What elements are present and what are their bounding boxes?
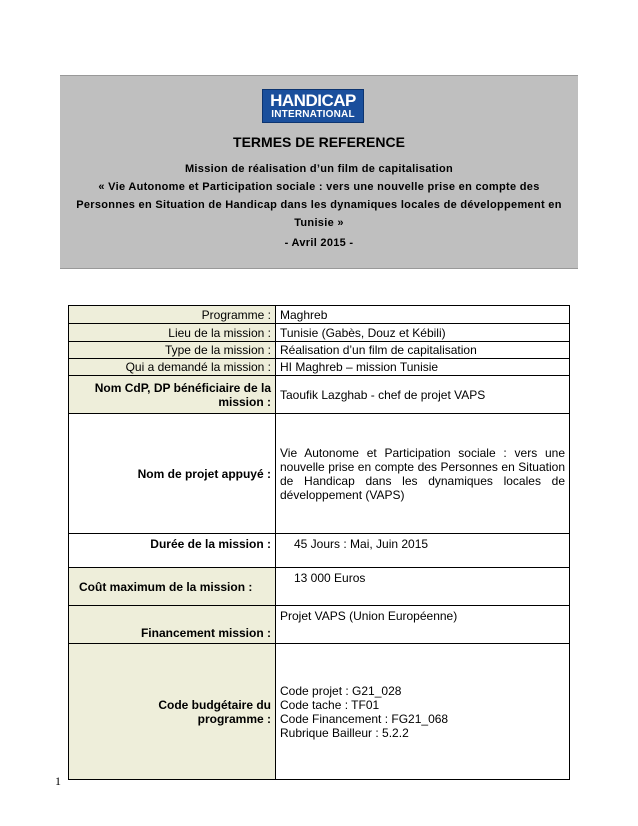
value-type: Réalisation d’un film de capitalisation [276, 342, 570, 359]
table-row [69, 306, 570, 324]
label-nom-cdp-line1: Nom CdP, DP bénéficiaire de la [94, 380, 271, 395]
mission-line-1: Mission de réalisation d’un film de capitalisation [184, 163, 454, 175]
value-duree: 45 Jours : Mai, Juin 2015 [276, 534, 570, 568]
mission-info-table [68, 305, 570, 780]
mission-line-4: Tunisie » [294, 217, 344, 229]
mission-line-3: Personnes en Situation de Handicap dans les dynamiques locales de développement en [76, 199, 562, 211]
label-nom-cdp-line2: mission : [218, 394, 271, 409]
mission-description [60, 160, 578, 232]
table-row [69, 342, 570, 359]
value-projet: Vie Autonome et Participation sociale : vers une nouvelle prise en compte des Personnes en Situation de Handicap dans les dynamiques locales de développement (VAPS) [276, 414, 570, 534]
table-row [69, 414, 570, 534]
value-programme: Maghreb [276, 306, 570, 324]
label-financement: Financement mission : [69, 606, 276, 644]
budget-code-financement: Code Financement : FG21_068 [280, 711, 449, 726]
mission-line-2: « Vie Autonome et Participation sociale : vers une nouvelle prise en compte des [98, 181, 540, 193]
label-budget [69, 644, 276, 780]
value-financement: Projet VAPS (Union Européenne) [276, 606, 570, 644]
label-nom-cdp [69, 376, 276, 414]
value-lieu: Tunisie (Gabès, Douz et Kébili) [276, 324, 570, 342]
budget-code-projet: Code projet : G21_028 [280, 683, 402, 698]
table-row [69, 534, 570, 568]
budget-rubrique-bailleur: Rubrique Bailleur : 5.2.2 [280, 725, 409, 740]
table-row [69, 568, 570, 606]
table-row [69, 359, 570, 376]
value-budget [276, 644, 570, 780]
table-row [69, 324, 570, 342]
document-date: - Avril 2015 - [284, 237, 354, 249]
value-demande: HI Maghreb – mission Tunisie [276, 359, 570, 376]
label-lieu: Lieu de la mission : [69, 324, 276, 342]
label-cout: Coût maximum de la mission : [69, 568, 276, 606]
value-cout: 13 000 Euros [276, 568, 570, 606]
table-row [69, 376, 570, 414]
label-type: Type de la mission : [69, 342, 276, 359]
label-budget-line1: Code budgétaire du [158, 697, 271, 712]
document-title: TERMES DE REFERENCE [233, 134, 405, 150]
table-row [69, 644, 570, 780]
table-row [69, 606, 570, 644]
label-duree: Durée de la mission : [69, 534, 276, 568]
handicap-international-logo [262, 89, 364, 123]
budget-code-tache: Code tache : TF01 [280, 697, 380, 712]
page-number: 1 [55, 774, 61, 788]
value-nom-cdp: Taoufik Lazghab - chef de projet VAPS [276, 376, 570, 414]
label-projet: Nom de projet appuyé : [69, 414, 276, 534]
logo-line1: HANDICAP [270, 91, 356, 110]
label-budget-line2: programme : [197, 711, 271, 726]
label-programme: Programme : [69, 306, 276, 324]
label-demande: Qui a demandé la mission : [69, 359, 276, 376]
logo-line2: INTERNATIONAL [271, 109, 355, 120]
